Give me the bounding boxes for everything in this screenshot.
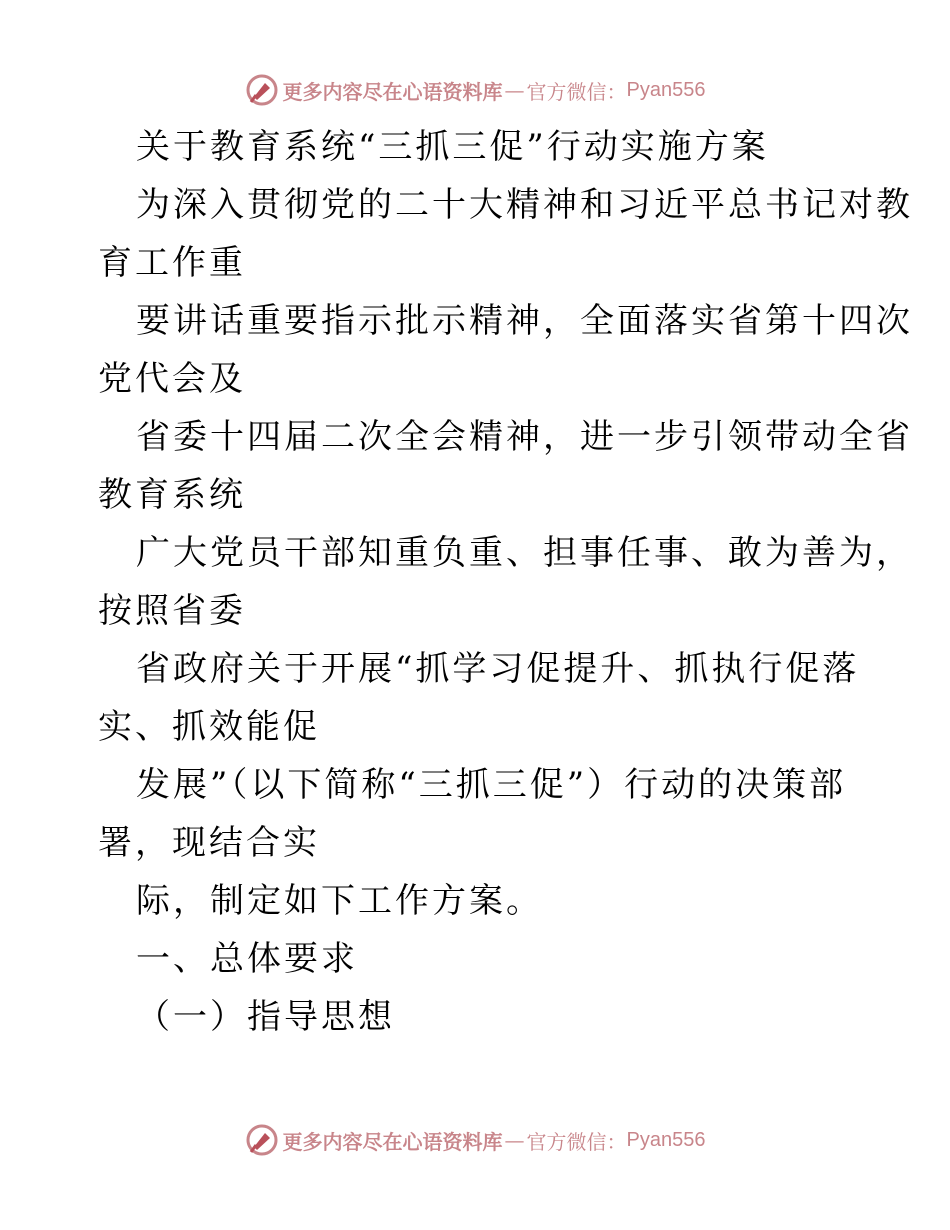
paragraph-line: 署，现结合实 — [98, 823, 320, 863]
paragraph-line: 省委十四届二次全会精神，进一步引领带动全省 — [136, 417, 913, 457]
paragraph-line: 要讲话重要指示批示精神，全面落实省第十四次 — [136, 301, 913, 341]
paragraph-line: 党代会及 — [98, 359, 246, 399]
document-title: 关于教育系统“三抓三促”行动实施方案 — [136, 127, 769, 167]
watermark-wechat-label: 官方微信： — [526, 1129, 627, 1154]
paragraph-line: 教育系统 — [98, 475, 246, 515]
paragraph-line: 育工作重 — [98, 243, 246, 283]
document-body — [98, 118, 913, 1046]
watermark-header — [0, 70, 950, 110]
paragraph-line: 省政府关于开展“抓学习促提升、抓执行促落 — [136, 649, 860, 689]
paragraph-line: 际，制定如下工作方案。 — [136, 881, 543, 921]
watermark-separator: — — [504, 78, 525, 102]
pen-nib-logo-icon — [245, 1123, 279, 1157]
paragraph-line: 发展”（以下简称“三抓三促”）行动的决策部 — [136, 765, 847, 805]
paragraph-line: 为深入贯彻党的二十大精神和习近平总书记对教 — [136, 185, 913, 225]
watermark-brand: 更多内容尽在心语资料库 — [282, 1129, 503, 1154]
section-heading: 一、总体要求 — [136, 939, 358, 979]
pen-nib-logo-icon — [245, 73, 279, 107]
watermark-brand: 更多内容尽在心语资料库 — [282, 79, 503, 104]
watermark-wechat-id: Pyan556 — [626, 78, 706, 101]
watermark-wechat-label: 官方微信： — [526, 79, 627, 104]
watermark-separator: — — [504, 1128, 525, 1152]
paragraph-line: 实、抓效能促 — [98, 707, 320, 747]
paragraph-line: 按照省委 — [98, 591, 246, 631]
watermark-wechat-id: Pyan556 — [626, 1128, 706, 1151]
watermark-footer — [0, 1120, 950, 1160]
paragraph-line: 广大党员干部知重负重、担事任事、敢为善为， — [136, 533, 913, 573]
subsection-heading: （一）指导思想 — [136, 997, 395, 1037]
